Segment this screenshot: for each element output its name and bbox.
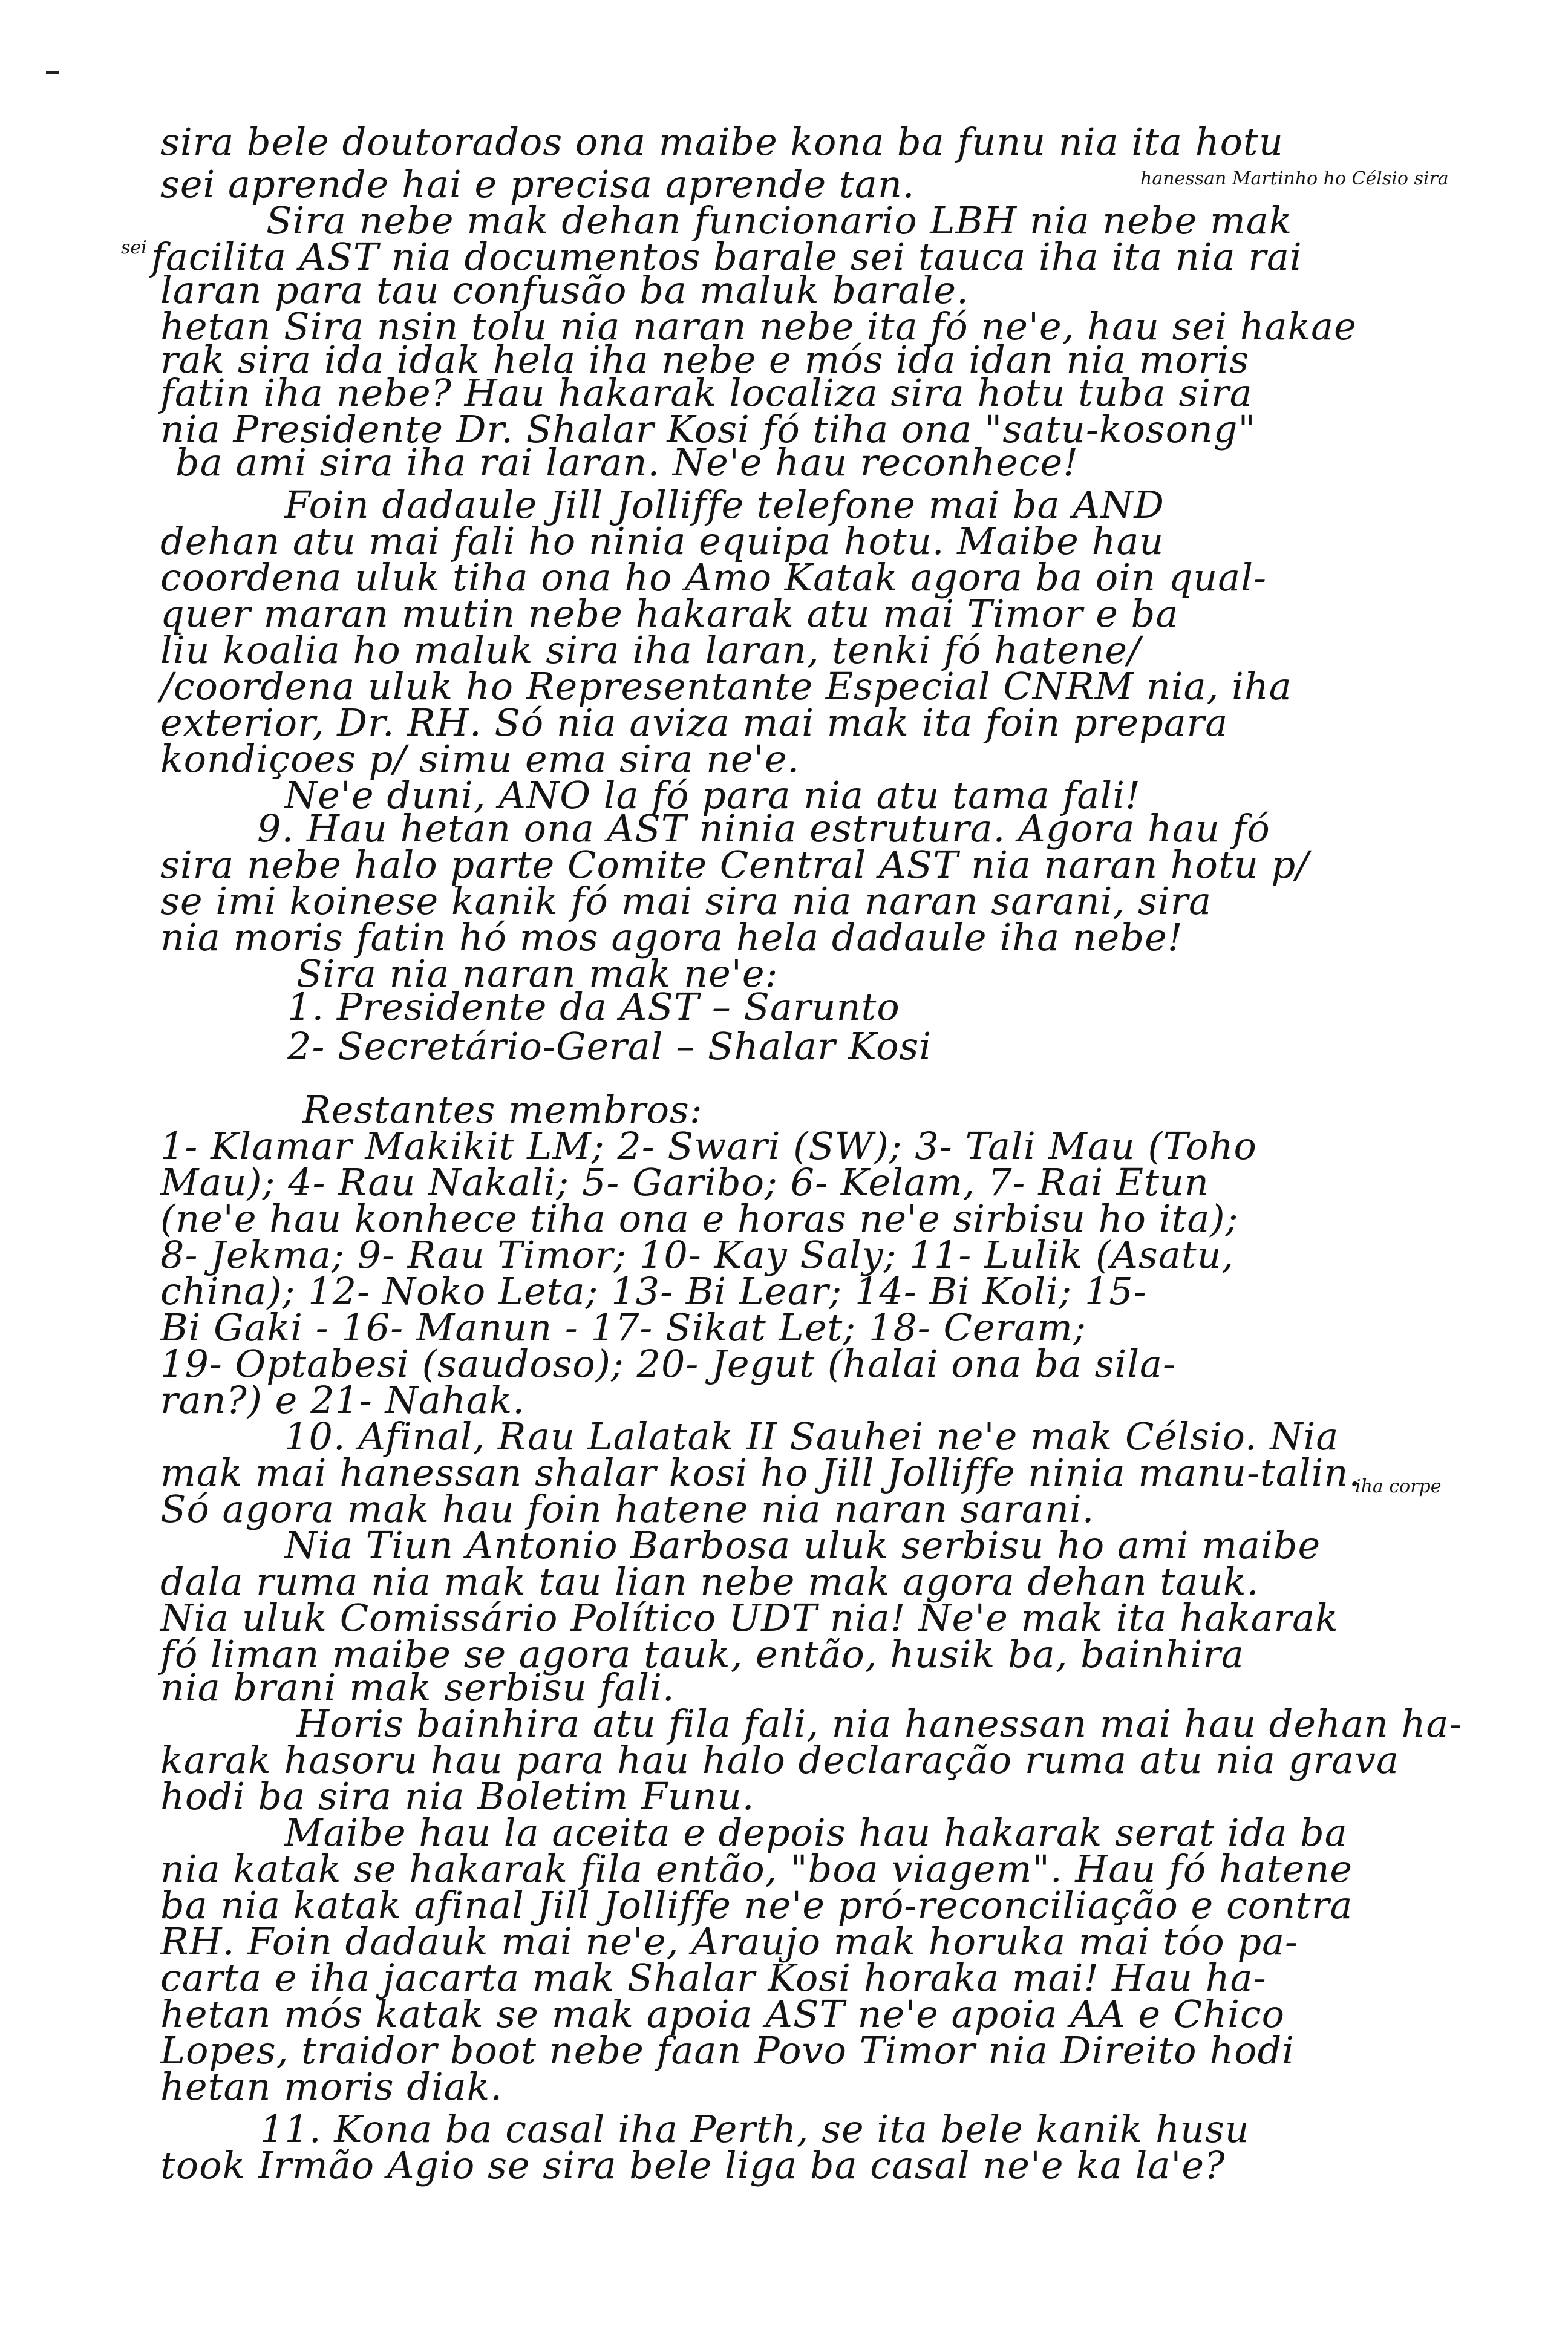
text-line: hodi ba sira nia Boletim Funu. xyxy=(160,1774,755,1818)
text-line: took Irmão Agio se sira bele liga ba casal ne'e ka la'e? xyxy=(160,2143,1226,2187)
text-line: quer maran mutin nebe hakarak atu mai Timor e ba xyxy=(160,592,1179,636)
text-line: mak mai hanessan shalar kosi ho Jill Jolliffe ninia manu-talin. xyxy=(160,1451,1362,1495)
text-line: facilita AST nia documentos barale sei tauca iha ita nia rai xyxy=(151,235,1302,279)
text-line: Horis bainhira atu fila fali, nia hanessan mai hau dehan ha- xyxy=(296,1702,1463,1746)
text-line: Foin dadaule Jill Jolliffe telefone mai ba AND xyxy=(284,483,1165,527)
margin-note-top: hanessan Martinho ho Célsio sira xyxy=(1140,168,1449,189)
text-line: Restantes membros: xyxy=(302,1088,703,1132)
text-line: Lopes, traidor boot nebe faan Povo Timor nia Direito hodi xyxy=(160,2028,1295,2072)
text-line: hetan mós katak se mak apoia AST ne'e apoia AA e Chico xyxy=(160,1992,1285,2036)
text-line: /coordena uluk ho Representante Especial CNRM nia, iha xyxy=(160,664,1292,708)
text-line: ba ami sira iha rai laran. Ne'e hau reconhece! xyxy=(175,440,1079,485)
text-line: rak sira ida idak hela iha nebe e mós ida idan nia moris xyxy=(160,338,1250,382)
margin-dash xyxy=(46,71,59,74)
text-line: ran?) e 21- Nahak. xyxy=(160,1378,526,1422)
text-line: nia brani mak serbisu fali. xyxy=(160,1665,675,1709)
text-line: Nia Tiun Antonio Barbosa uluk serbisu ho ami maibe xyxy=(284,1523,1321,1567)
text-line: nia Presidente Dr. Shalar Kosi fó tiha ona "satu-kosong" xyxy=(160,407,1256,451)
text-line: (ne'e hau konhece tiha ona e horas ne'e sirbisu ho ita); xyxy=(160,1197,1239,1241)
margin-note-right: iha corpe xyxy=(1355,1476,1442,1497)
text-line: Sira nia naran mak ne'e: xyxy=(296,952,779,996)
text-line: fatin iha nebe? Hau hakarak localiza sira hotu tuba sira xyxy=(160,371,1253,415)
text-line: carta e iha jacarta mak Shalar Kosi horaka mai! Hau ha- xyxy=(160,1956,1267,2000)
text-line: 19- Optabesi (saudoso); 20- Jegut (halai ona ba sila- xyxy=(160,1342,1176,1386)
text-line: dehan atu mai fali ho ninia equipa hotu. Maibe hau xyxy=(160,519,1165,563)
text-line: Ne'e duni, ANO la fó para nia atu tama fali! xyxy=(284,773,1141,817)
text-line: ba nia katak afinal Jill Jolliffe ne'e pró-reconciliação e contra xyxy=(160,1883,1353,1927)
text-line: Maibe hau la aceita e depois hau hakarak serat ida ba xyxy=(284,1810,1348,1855)
text-line: Sira nebe mak dehan funcionario LBH nia nebe mak xyxy=(266,198,1293,243)
text-line: 8- Jekma; 9- Rau Timor; 10- Kay Saly; 11- Lulik (Asatu, xyxy=(160,1233,1235,1277)
text-line: 1. Presidente da AST – Sarunto xyxy=(287,985,900,1029)
text-line: nia katak se hakarak fila então, "boa viagem". Hau fó hatene xyxy=(160,1847,1353,1891)
text-line: kondiçoes p/ simu ema sira ne'e. xyxy=(160,737,800,781)
text-line: sira nebe halo parte Comite Central AST nia naran hotu p/ xyxy=(160,843,1310,887)
text-line: Bi Gaki - 16- Manun - 17- Sikat Let; 18- Ceram; xyxy=(160,1305,1086,1350)
text-line: 11. Kona ba casal iha Perth, se ita bele kanik husu xyxy=(260,2107,1250,2151)
text-line: liu koalia ho maluk sira iha laran, tenki fó hatene/ xyxy=(160,628,1142,672)
text-line: hetan moris diak. xyxy=(160,2065,503,2109)
text-line: Só agora mak hau foin hatene nia naran sarani. xyxy=(160,1487,1095,1531)
text-line: fó liman maibe se agora tauk, então, husik ba, bainhira xyxy=(160,1632,1244,1676)
text-line: dala ruma nia mak tau lian nebe mak agora dehan tauk. xyxy=(160,1559,1259,1604)
text-line: Mau); 4- Rau Nakali; 5- Garibo; 6- Kelam, 7- Rai Etun xyxy=(160,1160,1209,1204)
margin-note-left: sei xyxy=(121,237,147,258)
text-line: Nia uluk Comissário Político UDT nia! Ne'e mak ita hakarak xyxy=(160,1596,1339,1640)
text-line: coordena uluk tiha ona ho Amo Katak agora ba oin qual- xyxy=(160,555,1267,599)
text-line: karak hasoru hau para hau halo declaração ruma atu nia grava xyxy=(160,1738,1399,1782)
text-line: exterior, Dr. RH. Só nia aviza mai mak ita foin prepara xyxy=(160,700,1229,745)
text-line: se imi koinese kanik fó mai sira nia naran sarani, sira xyxy=(160,879,1212,923)
text-line: china); 12- Noko Leta; 13- Bi Lear; 14- Bi Koli; 15- xyxy=(160,1269,1147,1313)
text-line: 10. Afinal, Rau Lalatak II Sauhei ne'e mak Célsio. Nia xyxy=(284,1414,1339,1458)
text-line: nia moris fatin hó mos agora hela dadaule iha nebe! xyxy=(160,915,1183,959)
text-line: 1- Klamar Makikit LM; 2- Swari (SW); 3- Tali Mau (Toho xyxy=(160,1124,1257,1168)
text-line: sira bele doutorados ona maibe kona ba funu nia ita hotu xyxy=(160,120,1284,164)
text-line: sei aprende hai e precisa aprende tan. xyxy=(160,162,915,206)
text-line: hetan Sira nsin tolu nia naran nebe ita fó ne'e, hau sei hakae xyxy=(160,304,1357,348)
text-line: 2- Secretário-Geral – Shalar Kosi xyxy=(287,1024,932,1068)
text-line: RH. Foin dadauk mai ne'e, Araujo mak horuka mai tóo pa- xyxy=(160,1919,1299,1964)
text-line: laran para tau confusão ba maluk barale. xyxy=(160,268,969,312)
text-line: 9. Hau hetan ona AST ninia estrutura. Agora hau fó xyxy=(257,806,1270,851)
